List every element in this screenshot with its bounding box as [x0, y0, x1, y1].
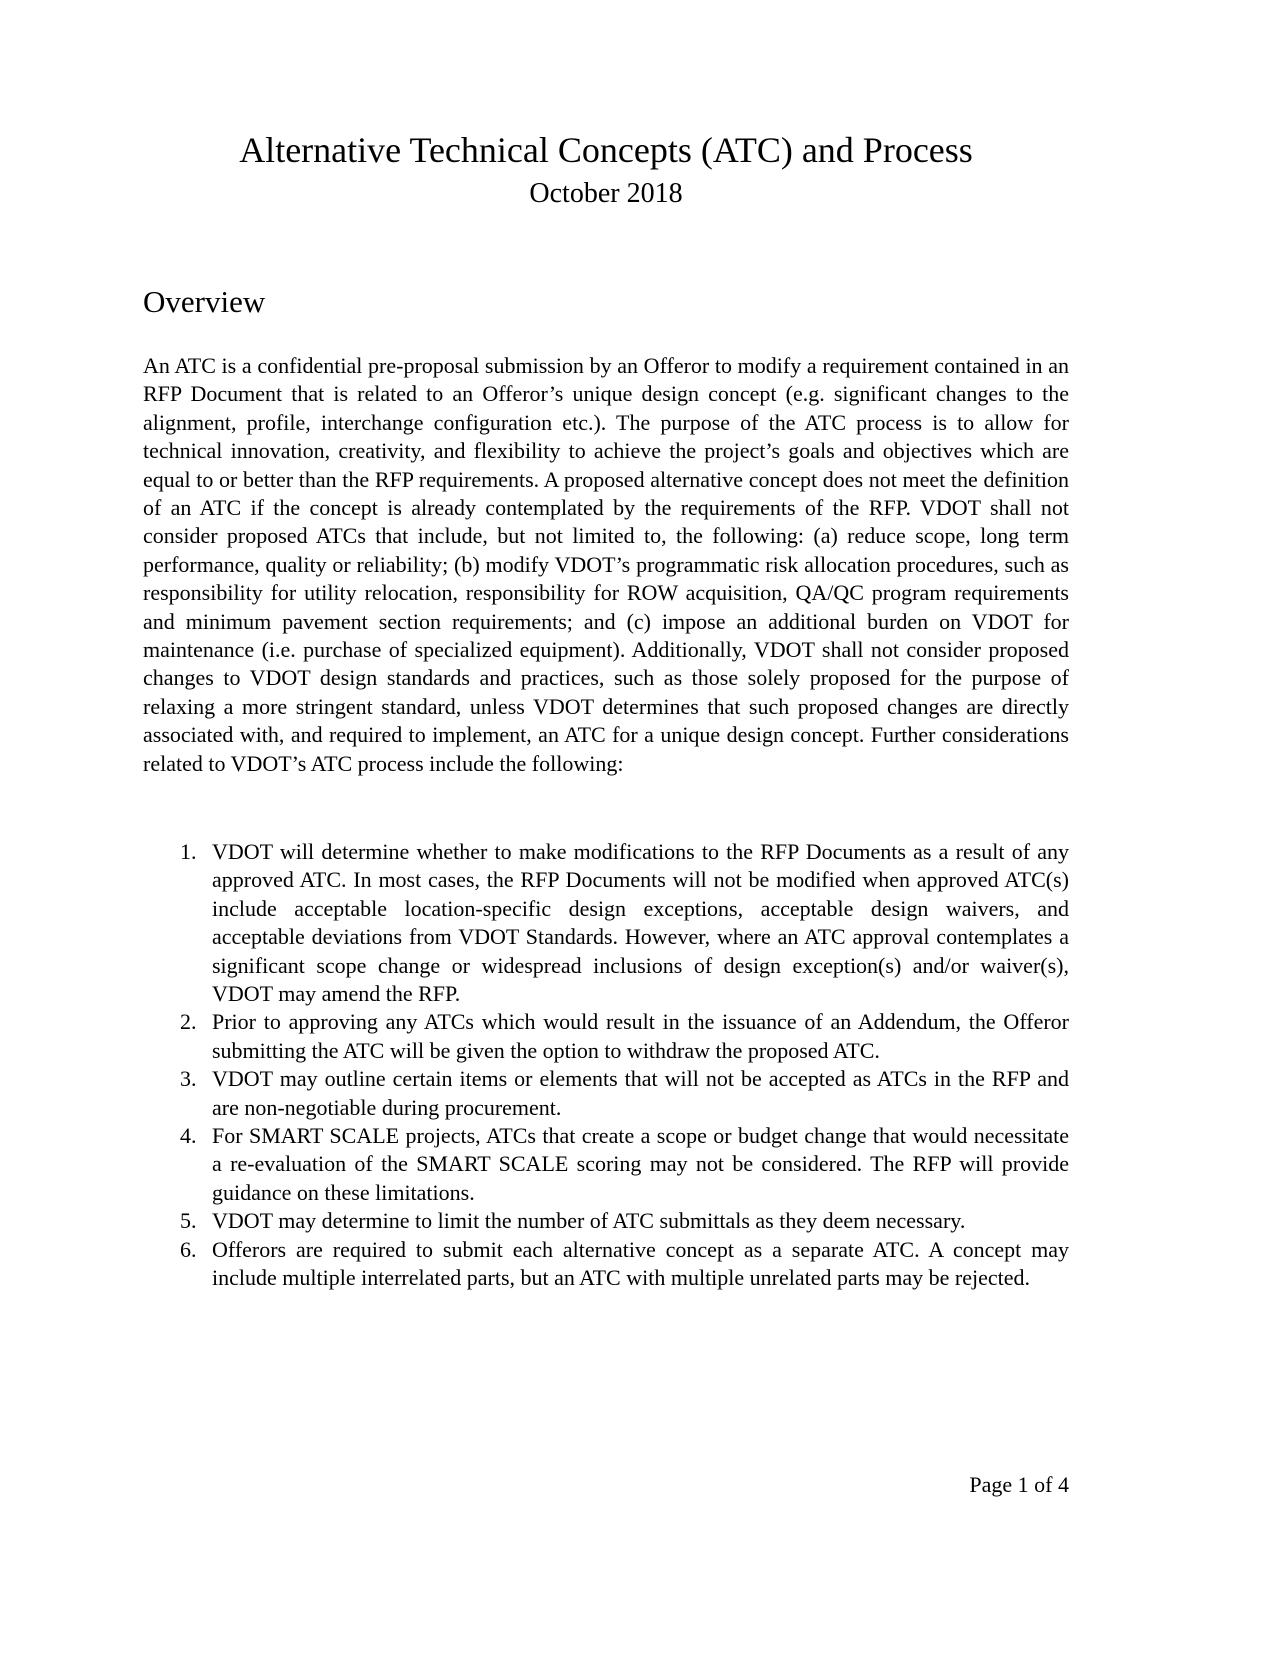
list-item [143, 1236, 1069, 1293]
list-item-number: 5. [180, 1208, 197, 1234]
list-item-text: For SMART SCALE projects, ATCs that create a scope or budget change that would necessitate a re-evaluation of the SMART SCALE scoring may not be considered. The RFP will provide guidance on these limitations. [212, 1123, 1069, 1205]
list-item-text: VDOT will determine whether to make modifications to the RFP Documents as a result of any approved ATC. In most cases, the RFP Documents will not be modified when approved ATC(s) include acceptable location-specific design exceptions, acceptable design waivers, and acceptable deviations from VDOT Standards. However, where an ATC approval contemplates a significant scope change or widespread inclusions of design exception(s) and/or waiver(s), VDOT may amend the RFP. [212, 839, 1069, 1007]
overview-paragraph: An ATC is a confidential pre-proposal submission by an Offeror to modify a requirement contained in an RFP Document that is related to an Offeror’s unique design concept (e.g. significant changes to the alignment, profile, interchange configuration etc.). The purpose of the ATC process is to allow for technical innovation, creativity, and flexibility to achieve the project’s goals and objectives which are equal to or better than the RFP requirements. A proposed alternative concept does not meet the definition of an ATC if the concept is already contemplated by the requirements of the RFP. VDOT shall not consider proposed ATCs that include, but not limited to, the following: (a) reduce scope, long term performance, quality or reliability; (b) modify VDOT’s programmatic risk allocation procedures, such as responsibility for utility relocation, responsibility for ROW acquisition, QA/QC program requirements and minimum pavement section requirements; and (c) impose an additional burden on VDOT for maintenance (i.e. purchase of specialized equipment). Additionally, VDOT shall not consider proposed changes to VDOT design standards and practices, such as those solely proposed for the purpose of relaxing a more stringent standard, unless VDOT determines that such proposed changes are directly associated with, and required to implement, an ATC for a unique design concept. Further considerations related to VDOT’s ATC process include the following: [143, 353, 1069, 776]
list-item-number: 2. [180, 1009, 197, 1035]
page-number: Page 1 of 4 [969, 1472, 1069, 1497]
list-item-text: Prior to approving any ATCs which would result in the issuance of an Addendum, the Offeror submitting the ATC will be given the option to withdraw the proposed ATC. [212, 1009, 1069, 1063]
document-subtitle: October 2018 [529, 178, 683, 209]
document-content [143, 0, 1069, 1656]
list-item-number: 4. [180, 1123, 197, 1149]
list-item-number: 6. [180, 1236, 197, 1262]
list-item-number: 1. [180, 839, 197, 864]
list-item-number: 3. [180, 1066, 197, 1092]
list-item-text: VDOT may determine to limit the number of ATC submittals as they deem necessary. [212, 1208, 966, 1234]
list-item [143, 1122, 1069, 1207]
document-title: Alternative Technical Concepts (ATC) and Process [239, 130, 973, 170]
list-item-text: Offerors are required to submit each alternative concept as a separate ATC. A concept may include multiple interrelated parts, but an ATC with multiple unrelated parts may be rejected. [212, 1236, 1069, 1291]
considerations-list [143, 838, 1069, 1293]
section-heading-overview: Overview [143, 284, 266, 319]
list-item [143, 838, 1069, 1008]
list-item [143, 1008, 1069, 1065]
list-item-text: VDOT may outline certain items or elements that will not be accepted as ATCs in the RFP and are non-negotiable during procurement. [212, 1066, 1069, 1120]
list-item [143, 1065, 1069, 1122]
list-item [143, 1207, 1069, 1235]
